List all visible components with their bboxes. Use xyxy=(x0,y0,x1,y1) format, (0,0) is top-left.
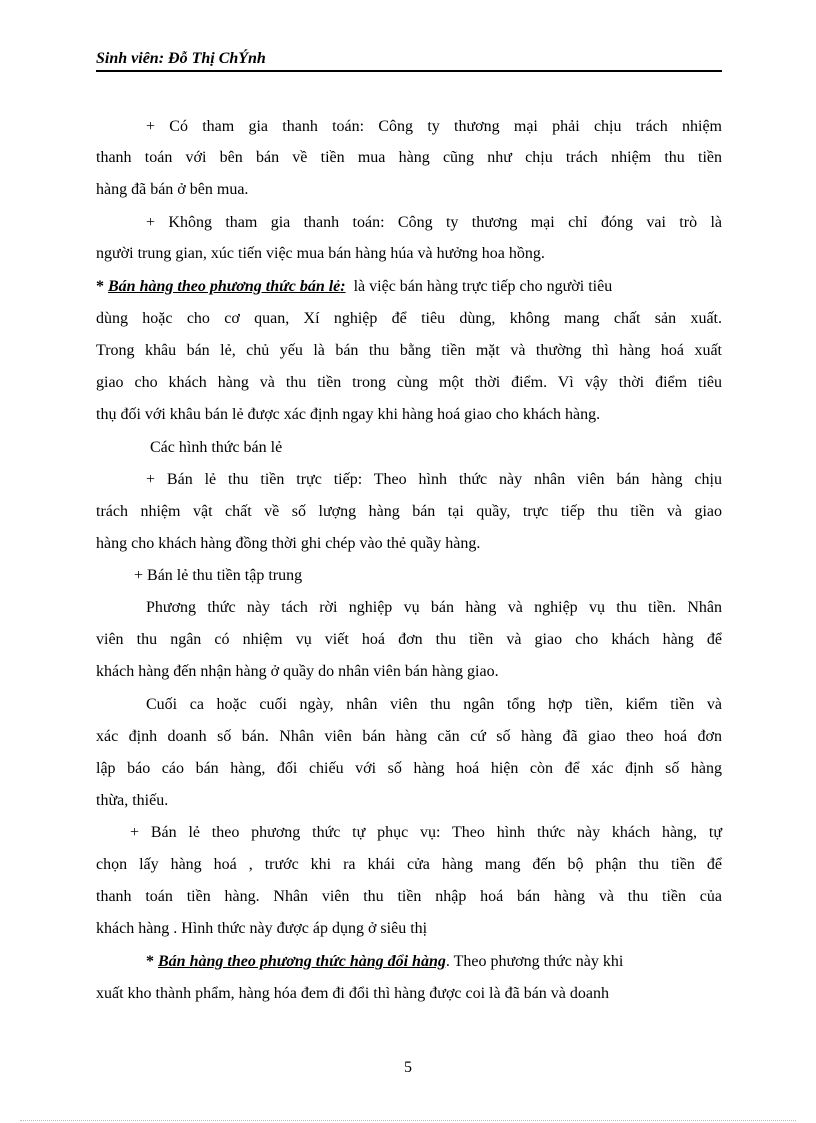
text-line: . Theo phương thức này khi xyxy=(445,953,624,970)
text-line: Trong khâu bán lẻ, chủ yếu là bán thu bằng tiền mặt và thường thì hàng hoá xuất xyxy=(96,342,722,359)
barter-heading-line xyxy=(146,951,722,973)
text-line: thanh toán tiền hàng. Nhân viên thu tiền nhập hoá bán hàng và thu tiền của xyxy=(96,888,722,905)
text-line: xuất kho thành phẩm, hàng hóa đem đi đổi thì hàng được coi là đã bán và doanh xyxy=(96,985,610,1002)
retail-heading: Bán hàng theo phương thức bán lẻ xyxy=(108,278,341,295)
text-line: giao cho khách hàng và thu tiền trong cùng một thời điểm. Vì vậy thời điểm tiêu xyxy=(96,374,722,391)
text-line: viên thu ngân có nhiệm vụ viết hoá đơn thu tiền và giao cho khách hàng để xyxy=(96,631,722,648)
text-line: khách hàng . Hình thức này được áp dụng ở siêu thị xyxy=(96,920,428,937)
text-line: + Bán lẻ theo phương thức tự phục vụ: Theo hình thức này khách hàng, tự xyxy=(130,824,722,841)
text-line: + Bán lẻ thu tiền trực tiếp: Theo hình thức này nhân viên bán hàng chịu xyxy=(146,471,722,488)
text-line: hàng đã bán ở bên mua. xyxy=(96,181,249,198)
text-line: thừa, thiếu. xyxy=(96,792,169,809)
page-number: 5 xyxy=(404,1059,412,1076)
text-line: là việc bán hàng trực tiếp cho người tiêu xyxy=(353,278,613,295)
text-line: hàng cho khách hàng đồng thời ghi chép vào thẻ quầy hàng. xyxy=(96,535,481,552)
text-line: dùng hoặc cho cơ quan, Xí nghiệp để tiêu dùng, không mang chất sản xuất. xyxy=(96,310,722,327)
text-line: Cuối ca hoặc cuối ngày, nhân viên thu ngân tổng hợp tiền, kiểm tiền và xyxy=(146,696,722,713)
retail-heading-colon: : xyxy=(340,278,346,295)
text-line: + Bán lẻ thu tiền tập trung xyxy=(134,567,303,584)
page-border-dots xyxy=(20,1120,796,1121)
text-line: thanh toán với bên bán về tiền mua hàng cũng như chịu trách nhiệm thu tiền xyxy=(96,149,722,166)
page-header xyxy=(96,48,722,72)
text-line: + Không tham gia thanh toán: Công ty thương mại chỉ đóng vai trò là xyxy=(146,214,722,231)
text-line: người trung gian, xúc tiến việc mua bán hàng húa và hưởng hoa hồng. xyxy=(96,245,545,262)
text-line: + Có tham gia thanh toán: Công ty thương mại phải chịu trách nhiệm xyxy=(146,118,722,135)
header-title: Sinh viên: Đỗ Thị ChÝnh xyxy=(96,50,266,67)
text-line: khách hàng đến nhận hàng ở quầy do nhân viên bán hàng giao. xyxy=(96,663,499,680)
text-line: chọn lấy hàng hoá , trước khi ra khái cửa hàng mang đến bộ phận thu tiền để xyxy=(96,856,722,873)
barter-heading: Bán hàng theo phương thức hàng đổi hàng xyxy=(158,953,446,970)
subheading: Các hình thức bán lẻ xyxy=(150,439,283,456)
text-line: Phương thức này tách rời nghiệp vụ bán hàng và nghiệp vụ thu tiền. Nhân xyxy=(146,599,722,616)
bullet-star: * xyxy=(146,953,154,970)
text-line: trách nhiệm vật chất về số lượng hàng bán tại quầy, trực tiếp thu tiền và giao xyxy=(96,503,722,520)
text-line: thụ đối với khâu bán lẻ được xác định ngay khi hàng hoá giao cho khách hàng. xyxy=(96,406,601,423)
text-line: lập báo cáo bán hàng, đối chiếu với số hàng hoá hiện còn để xác định số hàng xyxy=(96,760,722,777)
bullet-star: * xyxy=(96,278,104,295)
text-line: xác định doanh số bán. Nhân viên bán hàng căn cứ số hàng đã giao theo hoá đơn xyxy=(96,728,722,745)
retail-heading-line xyxy=(96,276,722,298)
